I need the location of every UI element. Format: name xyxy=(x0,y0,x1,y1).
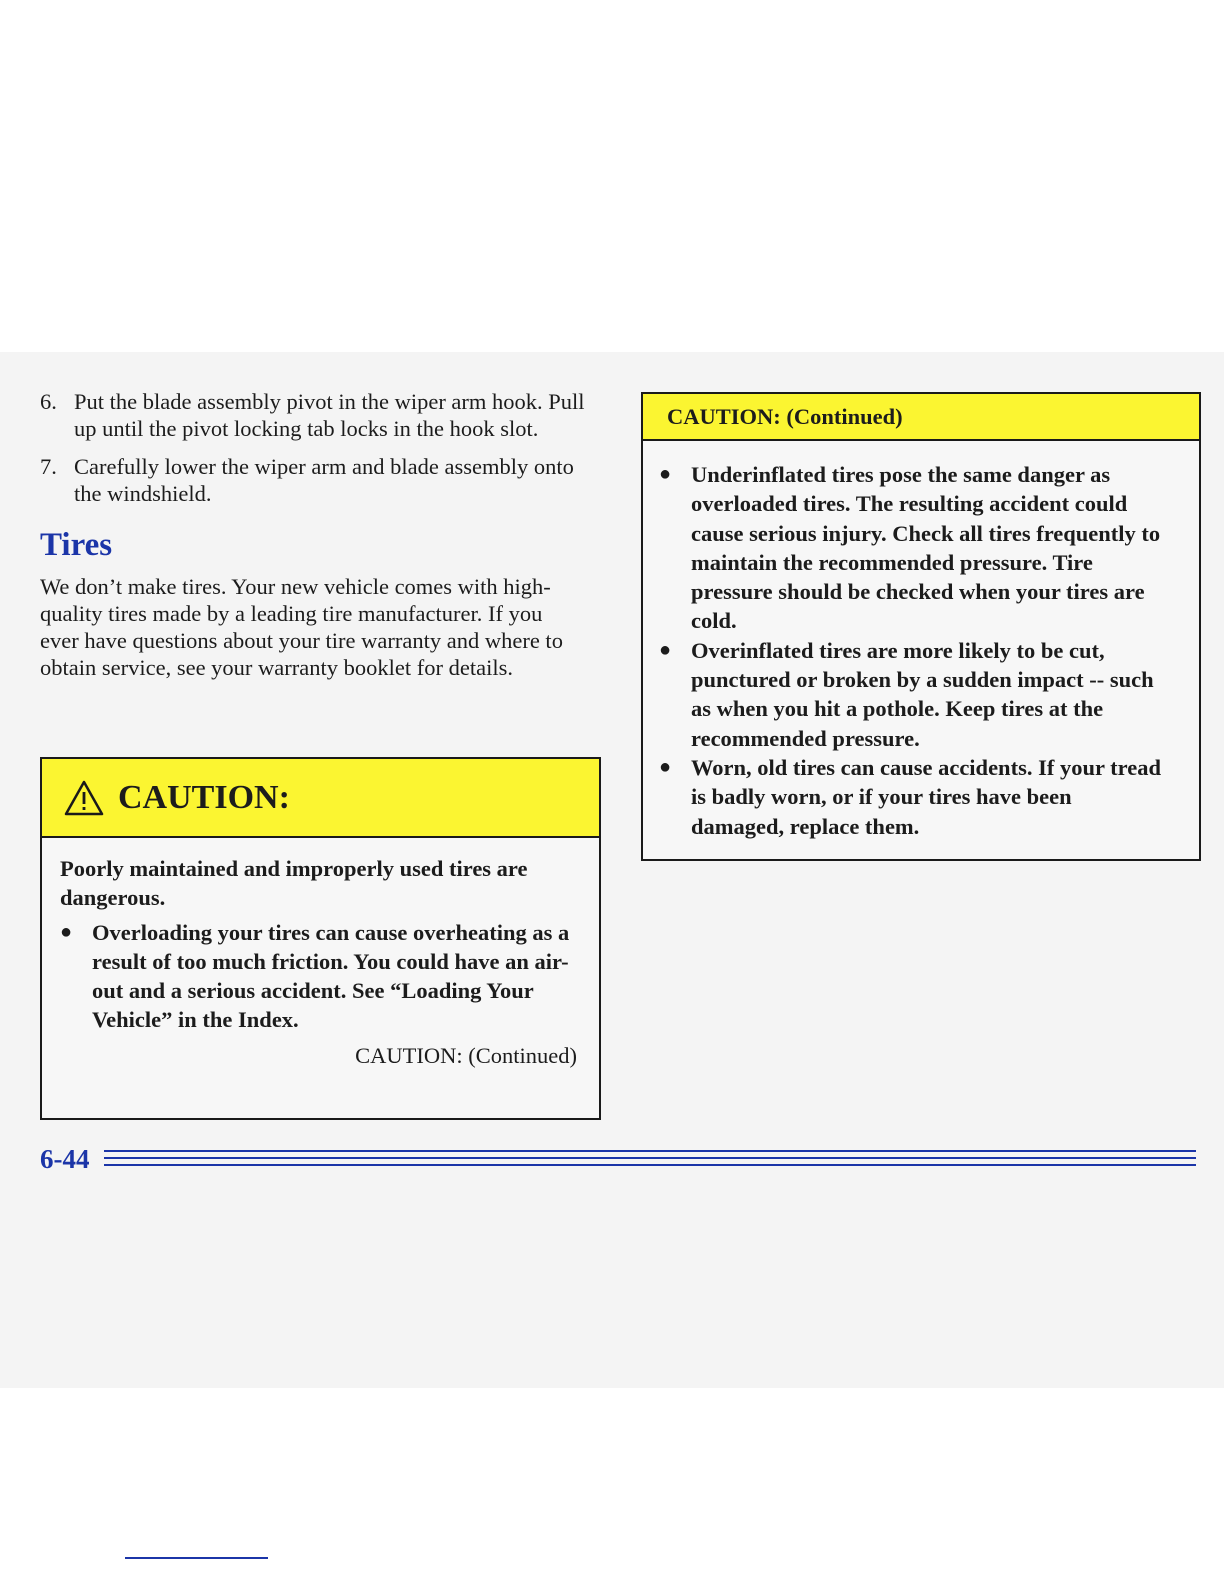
caution-header xyxy=(643,394,1199,441)
bullet-icon: ● xyxy=(659,755,672,778)
bottom-divider xyxy=(125,1557,268,1559)
page-footer xyxy=(40,1142,1196,1176)
bullet-icon: ● xyxy=(659,638,672,661)
bullet-text: Worn, old tires can cause accidents. If your tread is badly worn, or if your tires have been damaged, replace them. xyxy=(691,754,1161,839)
continued-label: CAUTION: (Continued) xyxy=(355,1042,577,1068)
step-number: 7. xyxy=(40,454,57,479)
bullet-item xyxy=(60,918,577,1035)
left-column xyxy=(40,388,600,681)
footer-rule xyxy=(104,1157,1196,1159)
step-item xyxy=(40,388,600,442)
warning-triangle-icon xyxy=(64,780,104,816)
caution-body xyxy=(42,838,599,1070)
bullet-item xyxy=(659,460,1169,636)
step-text: Carefully lower the wiper arm and blade assembly onto the windshield. xyxy=(74,454,574,506)
page-number: 6-44 xyxy=(40,1144,90,1174)
caution-heading: CAUTION: (Continued) xyxy=(667,403,903,429)
bullet-item xyxy=(659,753,1169,841)
caution-body xyxy=(643,441,1199,841)
bullet-icon: ● xyxy=(60,920,73,943)
step-item xyxy=(40,453,600,507)
caution-box xyxy=(40,757,601,1120)
caution-header xyxy=(42,759,599,838)
bullet-text: Overloading your tires can cause overheating as a result of too much friction. You could have an air-out and a serious accident. See “Loading Your Vehicle” in the Index. xyxy=(92,919,570,1033)
footer-rule xyxy=(104,1150,1196,1152)
caution-intro: Poorly maintained and improperly used tires are dangerous. xyxy=(60,856,528,911)
bullet-item xyxy=(659,636,1169,753)
section-title: Tires xyxy=(40,527,113,563)
step-number: 6. xyxy=(40,389,57,414)
caution-box-continued xyxy=(641,392,1201,861)
bullet-icon: ● xyxy=(659,463,672,485)
footer-rule xyxy=(104,1164,1196,1166)
bullet-text: Underinflated tires pose the same danger as overloaded tires. The resulting accident could cause serious injury. Check all tires frequently to maintain the recommended pressure. Tire pressure should be checked when your tires are cold. xyxy=(691,462,1161,634)
bullet-text: Overinflated tires are more likely to be cut, punctured or broken by a sudden impact -- such as when you hit a pothole. Keep tires at the recommended pressure. xyxy=(691,637,1154,751)
caution-heading: CAUTION: xyxy=(118,778,290,816)
step-text: Put the blade assembly pivot in the wiper arm hook. Pull up until the pivot locking tab locks in the hook slot. xyxy=(74,389,585,441)
section-body: We don’t make tires. Your new vehicle comes with high-quality tires made by a leading tire manufacturer. If you ever have questions about your tire warranty and where to obtain service, see your warranty booklet for details. xyxy=(40,574,563,680)
